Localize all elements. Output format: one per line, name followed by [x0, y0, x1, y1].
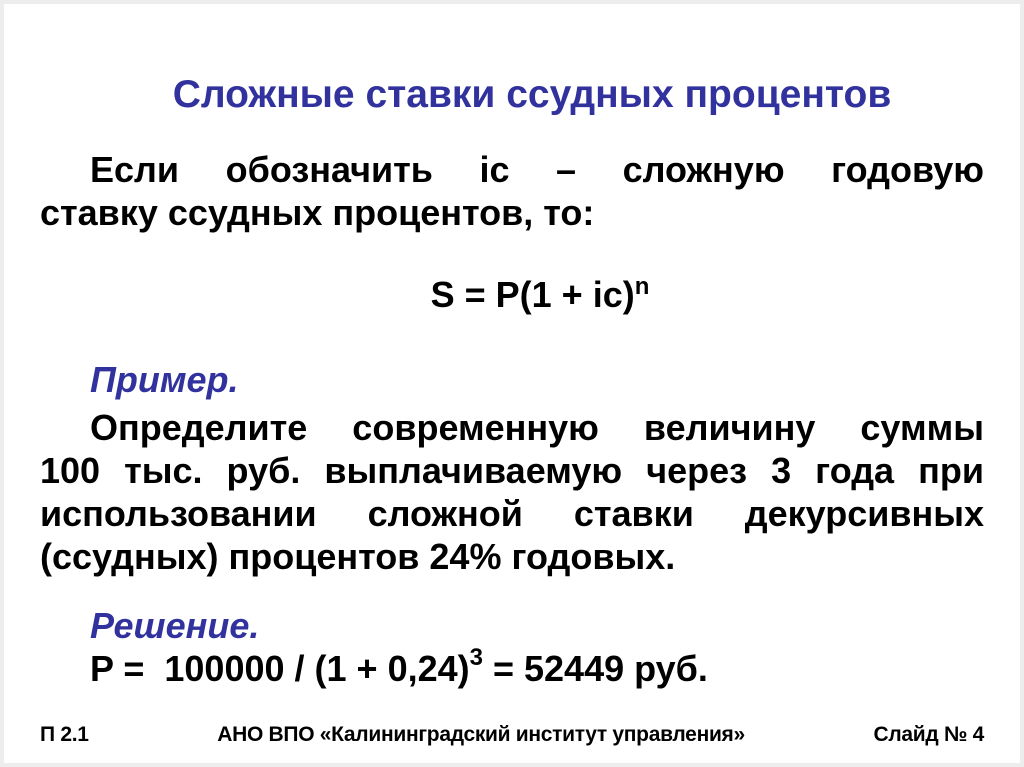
- intro-line-2: ставку ссудных процентов, то:: [40, 192, 595, 233]
- example-line-2: 100 тыс. руб. выплачиваемую через 3 года при: [40, 450, 984, 491]
- solution-heading: Решение.: [90, 605, 260, 646]
- solution-formula-right: = 52449 руб.: [482, 648, 708, 689]
- solution-formula-left: P = 100000 / (1 + 0,24): [90, 648, 470, 689]
- formula-base: S = P(1 + ic): [430, 274, 635, 315]
- formula-exponent: n: [634, 273, 650, 300]
- slide: [4, 4, 1020, 763]
- intro-line-1: Если обозначить ic – сложную годовую: [90, 149, 984, 190]
- footer-slide-number: Слайд № 4: [873, 723, 984, 746]
- footer-institution: АНО ВПО «Калининградский институт управления»: [217, 723, 745, 746]
- compound-interest-formula: [40, 272, 984, 318]
- slide-footer: [40, 723, 984, 747]
- intro-paragraph: [40, 148, 984, 234]
- example-line-3: использовании сложной ставки декурсивных: [40, 493, 984, 534]
- example-paragraph: [40, 406, 984, 578]
- slide-title: Сложные ставки ссудных процентов: [172, 73, 892, 116]
- footer-section-number: П 2.1: [40, 723, 89, 746]
- solution-formula-exponent: 3: [469, 644, 483, 671]
- example-line-4: (ссудных) процентов 24% годовых.: [40, 536, 676, 577]
- solution-formula: [40, 644, 984, 690]
- example-heading: Пример.: [90, 359, 239, 400]
- example-line-1: Определите современную величину суммы: [90, 407, 984, 448]
